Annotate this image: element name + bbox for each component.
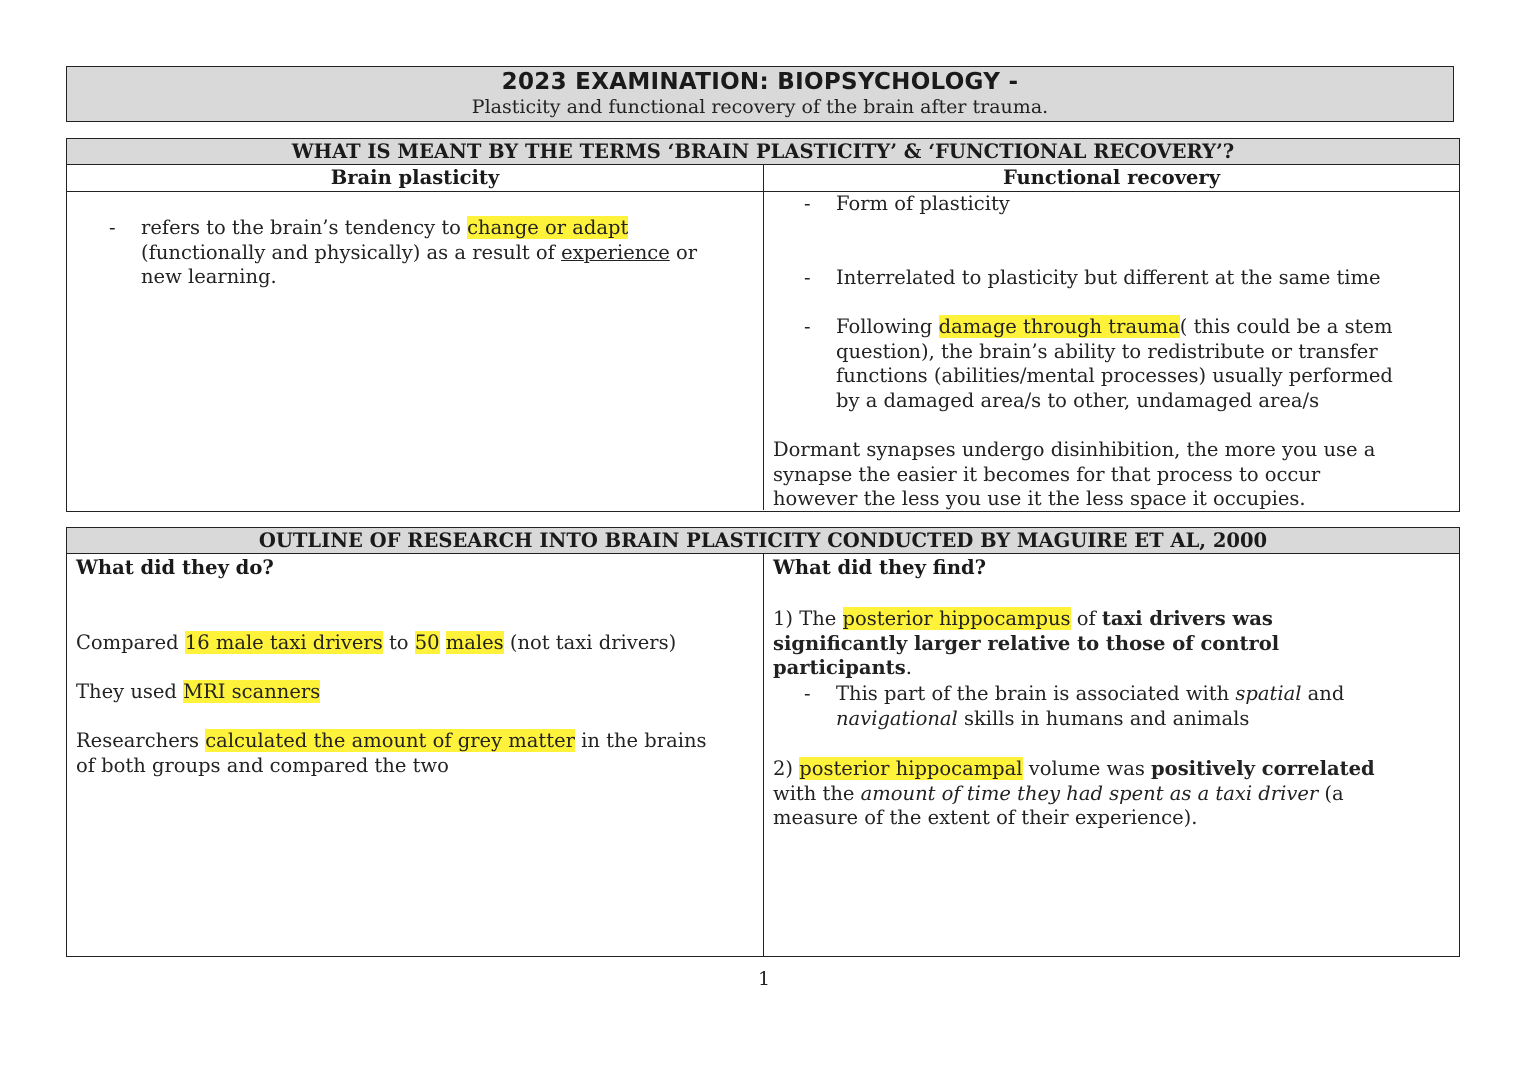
- functional-recovery-heading: Functional recovery: [1002, 166, 1221, 189]
- document-title: 2023 EXAMINATION: BIOPSYCHOLOGY -: [501, 69, 1019, 95]
- recovery-bullet-form: - Form of plasticity: [804, 192, 1010, 215]
- title-box: [66, 66, 1454, 122]
- research-heading: OUTLINE OF RESEARCH INTO BRAIN PLASTICITY CONDUCTED BY MAGUIRE ET AL, 2000: [67, 528, 1459, 554]
- what-did-they-find-heading: What did they find?: [773, 556, 987, 579]
- what-did-they-do-heading: What did they do?: [76, 556, 274, 579]
- highlight-mri-scanners: MRI scanners: [183, 680, 321, 703]
- recovery-bullet-following-damage: - Following damage through trauma( this could be a stem question), the brain’s ability to redistribute or transfer functions (abilities/mental processes) usually performed by a damaged area/s to other, undamaged area/s: [804, 315, 1393, 412]
- underline-experience: experience: [561, 240, 670, 264]
- highlight-50: 50: [414, 631, 440, 654]
- research-table: [66, 527, 1460, 957]
- definitions-subheading-row: [67, 165, 1459, 192]
- definitions-body-row: [67, 192, 1459, 510]
- definitions-heading: WHAT IS MEANT BY THE TERMS ‘BRAIN PLASTICITY’ & ‘FUNCTIONAL RECOVERY’?: [67, 139, 1459, 165]
- finding-1-subpoint: - This part of the brain is associated with spatial and navigational skills in humans and animals: [804, 682, 1345, 730]
- plasticity-definition: - refers to the brain’s tendency to change or adapt (functionally and physically) as a result of experience or new learning.: [109, 216, 698, 288]
- highlight-grey-matter: calculated the amount of grey matter: [205, 729, 575, 752]
- research-body-row: [67, 554, 1459, 956]
- dormant-synapses-paragraph: Dormant synapses undergo disinhibition, the more you use a synapse the easier it becomes for that process to occur however the less you use it the less space it occupies.: [773, 438, 1376, 510]
- functional-recovery-cell: [764, 192, 1459, 510]
- grey-matter-sentence: Researchers calculated the amount of grey matter in the brains of both groups and compared the two: [76, 729, 707, 777]
- finding-2: 2) posterior hippocampal volume was positively correlated with the amount of time they had spent as a taxi driver (a measure of the extent of their experience).: [773, 757, 1375, 829]
- highlight-damage-through-trauma: damage through trauma: [938, 315, 1180, 338]
- page-number: 1: [758, 968, 771, 990]
- highlight-change-or-adapt: change or adapt: [467, 216, 629, 239]
- comparison-sentence: Compared 16 male taxi drivers to 50 males (not taxi drivers): [76, 631, 677, 654]
- brain-plasticity-cell: [67, 192, 764, 510]
- highlight-posterior-hippocampal: posterior hippocampal: [799, 757, 1023, 780]
- what-did-they-do-cell: [67, 554, 764, 956]
- recovery-bullet-interrelated: - Interrelated to plasticity but different at the same time: [804, 266, 1381, 289]
- highlight-posterior-hippocampus: posterior hippocampus: [842, 607, 1071, 630]
- brain-plasticity-heading: Brain plasticity: [67, 165, 764, 191]
- definitions-table: [66, 138, 1460, 512]
- document-subtitle: Plasticity and functional recovery of the brain after trauma.: [471, 96, 1049, 118]
- what-did-they-find-cell: [764, 554, 1459, 956]
- highlight-males: males: [445, 631, 504, 654]
- highlight-16-male-taxi-drivers: 16 male taxi drivers: [184, 631, 383, 654]
- finding-1: 1) The posterior hippocampus of taxi drivers was significantly larger relative to those of control participants.: [773, 607, 1280, 679]
- mri-sentence: They used MRI scanners: [76, 680, 321, 703]
